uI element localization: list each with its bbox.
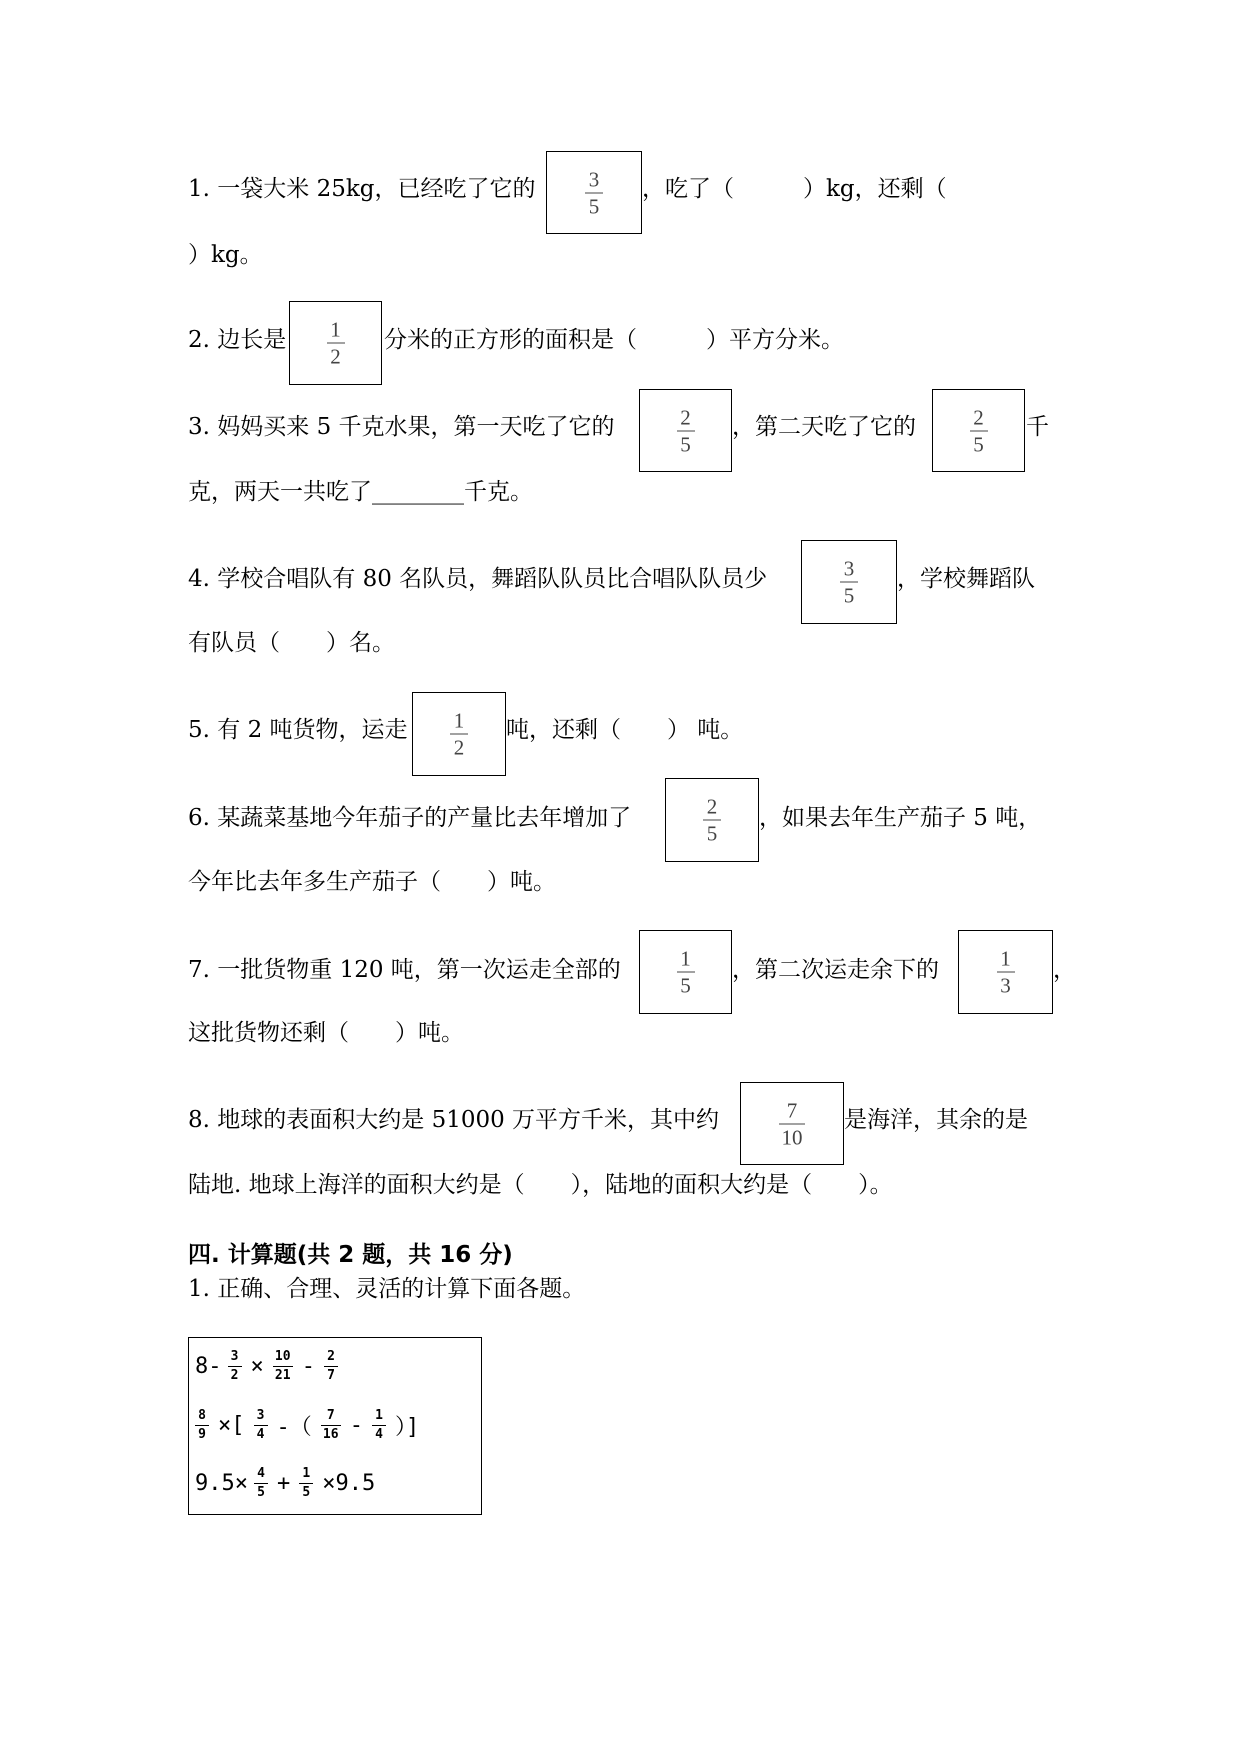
denominator: 9	[198, 1426, 206, 1442]
numerator: 1	[375, 1407, 383, 1423]
q2-text-a: 2. 边长是	[188, 327, 287, 353]
denominator: 2	[453, 735, 465, 760]
denominator: 21	[274, 1367, 291, 1383]
q6-fraction-box	[665, 778, 759, 862]
q3-text-b: ，第二天吃了它的	[732, 414, 916, 440]
q4-text-c: 有队员（ ）名。	[188, 630, 395, 656]
q1-fraction-box	[546, 151, 642, 234]
q3-text-c: 千	[1026, 414, 1049, 440]
operator: ）]	[395, 1414, 420, 1440]
section-title: 四. 计算题(共 2 题，共 16 分)	[188, 1242, 513, 1268]
q3-text-d: 克，两天一共吃了________千克。	[188, 479, 533, 505]
numerator: 4	[257, 1465, 265, 1481]
operator: -	[349, 1412, 363, 1438]
q7-text-c: ，	[1053, 957, 1076, 983]
denominator: 3	[1000, 973, 1011, 998]
q1-text-b: ，吃了（ ）kg，还剩（	[642, 176, 947, 202]
denominator: 2	[230, 1367, 239, 1383]
q7-fraction-box-2	[958, 930, 1053, 1014]
numerator: 3	[230, 1348, 239, 1364]
q5-fraction-box	[412, 692, 506, 776]
calc-text: 8-	[195, 1353, 222, 1379]
denominator: 5	[973, 432, 984, 456]
q1-text-a: 1. 一袋大米 25kg，已经吃了它的	[188, 176, 536, 202]
denominator: 16	[322, 1426, 339, 1442]
numerator: 2	[973, 405, 984, 429]
numerator: 1	[1000, 946, 1011, 971]
q5-text-a: 5. 有 2 吨货物，运走	[188, 717, 408, 743]
denominator: 5	[257, 1484, 265, 1500]
denominator: 4	[375, 1426, 383, 1442]
operator: +	[276, 1470, 291, 1496]
operator: -（	[276, 1414, 312, 1440]
denominator: 5	[843, 583, 855, 608]
q3-fraction-box-2	[932, 389, 1025, 472]
numerator: 10	[274, 1348, 291, 1364]
q7-text-b: ，第二次运走余下的	[732, 957, 939, 983]
calc-text: 9.5×	[195, 1470, 248, 1496]
q7-text-a: 7. 一批货物重 120 吨，第一次运走全部的	[188, 957, 621, 983]
denominator: 5	[680, 973, 691, 998]
operator: ×9.5	[322, 1470, 376, 1496]
q2-text-b: 分米的正方形的面积是（ ）平方分米。	[384, 327, 844, 353]
numerator: 1	[302, 1465, 311, 1481]
q4-text-a: 4. 学校合唱队有 80 名队员，舞蹈队队员比合唱队队员少	[188, 566, 768, 592]
operator: ×	[250, 1353, 264, 1379]
q1-text-c: ）kg。	[188, 242, 263, 268]
numerator: 1	[453, 708, 465, 733]
numerator: 3	[588, 167, 600, 191]
q6-text-c: 今年比去年多生产茄子（ ）吨。	[188, 869, 556, 895]
denominator: 5	[302, 1484, 311, 1500]
numerator: 7	[786, 1098, 798, 1122]
q5-text-b: 吨，还剩（ ） 吨。	[506, 717, 744, 743]
q4-text-b: ，学校舞蹈队	[897, 566, 1035, 592]
numerator: 3	[843, 556, 855, 581]
numerator: 7	[326, 1407, 335, 1423]
q2-fraction-box	[289, 301, 382, 385]
denominator: 2	[330, 344, 341, 369]
denominator: 5	[706, 821, 718, 846]
denominator: 4	[256, 1426, 265, 1442]
section-question-1: 1. 正确、合理、灵活的计算下面各题。	[188, 1276, 586, 1302]
numerator: 2	[327, 1348, 335, 1364]
denominator: 7	[327, 1367, 335, 1383]
q7-fraction-box-1	[639, 930, 732, 1014]
q8-text-a: 8. 地球的表面积大约是 51000 万平方千米，其中约	[188, 1107, 720, 1133]
numerator: 2	[706, 794, 718, 819]
numerator: 3	[256, 1407, 265, 1423]
numerator: 8	[198, 1407, 206, 1423]
operator: -	[301, 1353, 315, 1379]
denominator: 10	[781, 1125, 803, 1149]
q6-text-a: 6. 某蔬菜基地今年茄子的产量比去年增加了	[188, 805, 632, 831]
denominator: 5	[680, 432, 691, 456]
q8-fraction-box	[740, 1082, 844, 1165]
denominator: 5	[588, 194, 600, 218]
q3-text-a: 3. 妈妈买来 5 千克水果，第一天吃了它的	[188, 414, 615, 440]
numerator: 1	[680, 946, 691, 971]
calc-line-1	[195, 1346, 344, 1386]
operator: ×[	[218, 1412, 245, 1438]
calc-line-3	[195, 1463, 378, 1503]
numerator: 1	[330, 317, 341, 342]
q8-text-c: 陆地. 地球上海洋的面积大约是（ ），陆地的面积大约是（ ）。	[188, 1172, 893, 1198]
q7-text-d: 这批货物还剩（ ）吨。	[188, 1020, 464, 1046]
calc-line-2	[195, 1405, 422, 1445]
q3-fraction-box-1	[639, 389, 732, 472]
q8-text-b: 是海洋，其余的是	[844, 1107, 1028, 1133]
q6-text-b: ，如果去年生产茄子 5 吨，	[759, 805, 1042, 831]
calculation-box	[188, 1337, 482, 1515]
numerator: 2	[680, 405, 691, 429]
q4-fraction-box	[801, 540, 897, 624]
